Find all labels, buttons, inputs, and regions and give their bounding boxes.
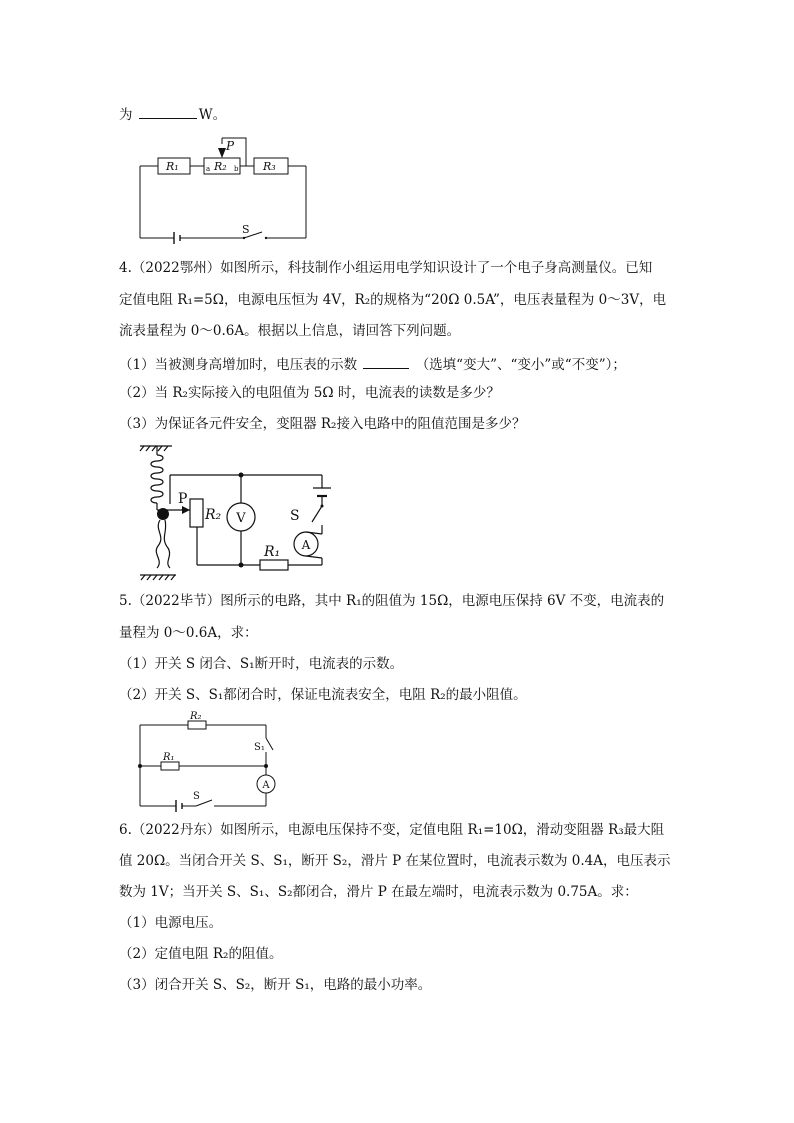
label-p: P (226, 139, 235, 153)
q3-suffix: W。 (198, 107, 227, 123)
q5-stem-line1: 5.（2022毕节）图所示的电路，其中 R₁的阻值为 15Ω，电源电压保持 6V 不变，电流表的 (119, 593, 665, 609)
label-a: A (301, 538, 311, 552)
label-a: a (206, 165, 211, 173)
label-r1: R₁ (166, 160, 179, 173)
label-s1: S₁ (254, 742, 265, 753)
label-r1: R₁ (264, 544, 281, 560)
q6-sub3: （3）闭合开关 S、S₂，断开 S₁，电路的最小功率。 (119, 977, 432, 993)
resistor-r2 (188, 721, 206, 729)
q4-stem-line2: 定值电阻 R₁=5Ω，电源电压恒为 4V，R₂的规格为“20Ω 0.5A”，电压表量程为 0～3V，电 (119, 292, 667, 308)
battery-symbol (176, 800, 182, 812)
q6-stem-line1: 6.（2022丹东）如图所示，电源电压保持不变，定值电阻 R₁=10Ω，滑动变阻器 R₃最大阻 (119, 822, 665, 838)
q4-stem-line1: 4.（2022鄂州）如图所示，科技制作小组运用电学知识设计了一个电子身高测量仪。已知 (119, 260, 653, 276)
q6-stem-line2: 值 20Ω。当闭合开关 S、S₁，断开 S₂，滑片 P 在某位置时，电流表示数为 0.4A，电压表示 (119, 853, 671, 869)
q4-sub3: （3）为保证各元件安全，变阻器 R₂接入电路中的阻值范围是多少？ (119, 416, 526, 432)
q5-sub2: （2）开关 S、S₁都闭合时，保证电流表安全，电阻 R₂的最小阻值。 (119, 687, 527, 703)
label-a: A (262, 780, 270, 791)
q4-stem-line3: 流表量程为 0～0.6A。根据以上信息，请回答下列问题。 (119, 323, 461, 339)
label-v: V (236, 511, 246, 526)
label-s: S (193, 791, 200, 802)
q4-sub1-options: （选填“变大”、“变小”或“不变”）； (415, 357, 626, 373)
q4-sub2: （2）当 R₂实际接入的电阻值为 5Ω 时，电流表的读数是多少？ (119, 385, 500, 401)
resistor-r1 (161, 762, 179, 770)
q3-prefix: 为 (119, 107, 133, 123)
label-r3: R₃ (263, 160, 276, 173)
q5-sub1: （1）开关 S 闭合、S₁断开时，电流表的示数。 (119, 656, 404, 672)
q6-stem-line3: 数为 1V；当开关 S、S₁、S₂都闭合，滑片 P 在最左端时，电流表示数为 0.75A。求： (119, 884, 638, 900)
label-b: b (234, 165, 239, 173)
label-r2: R₂ (190, 711, 202, 722)
q4-sub1-text: （1）当被测身高增加时，电压表的示数 (119, 357, 358, 373)
label-p: P (178, 491, 188, 507)
label-s: S (242, 223, 250, 236)
q6-sub1: （1）电源电压。 (119, 915, 223, 931)
q6-sub2: （2）定值电阻 R₂的阻值。 (119, 946, 283, 962)
label-r1: R₁ (163, 752, 175, 763)
label-r2: R₂ (214, 160, 227, 173)
label-s: S (290, 508, 300, 524)
q5-stem-line2: 量程为 0～0.6A，求： (119, 625, 258, 641)
label-r2: R₂ (205, 507, 222, 523)
